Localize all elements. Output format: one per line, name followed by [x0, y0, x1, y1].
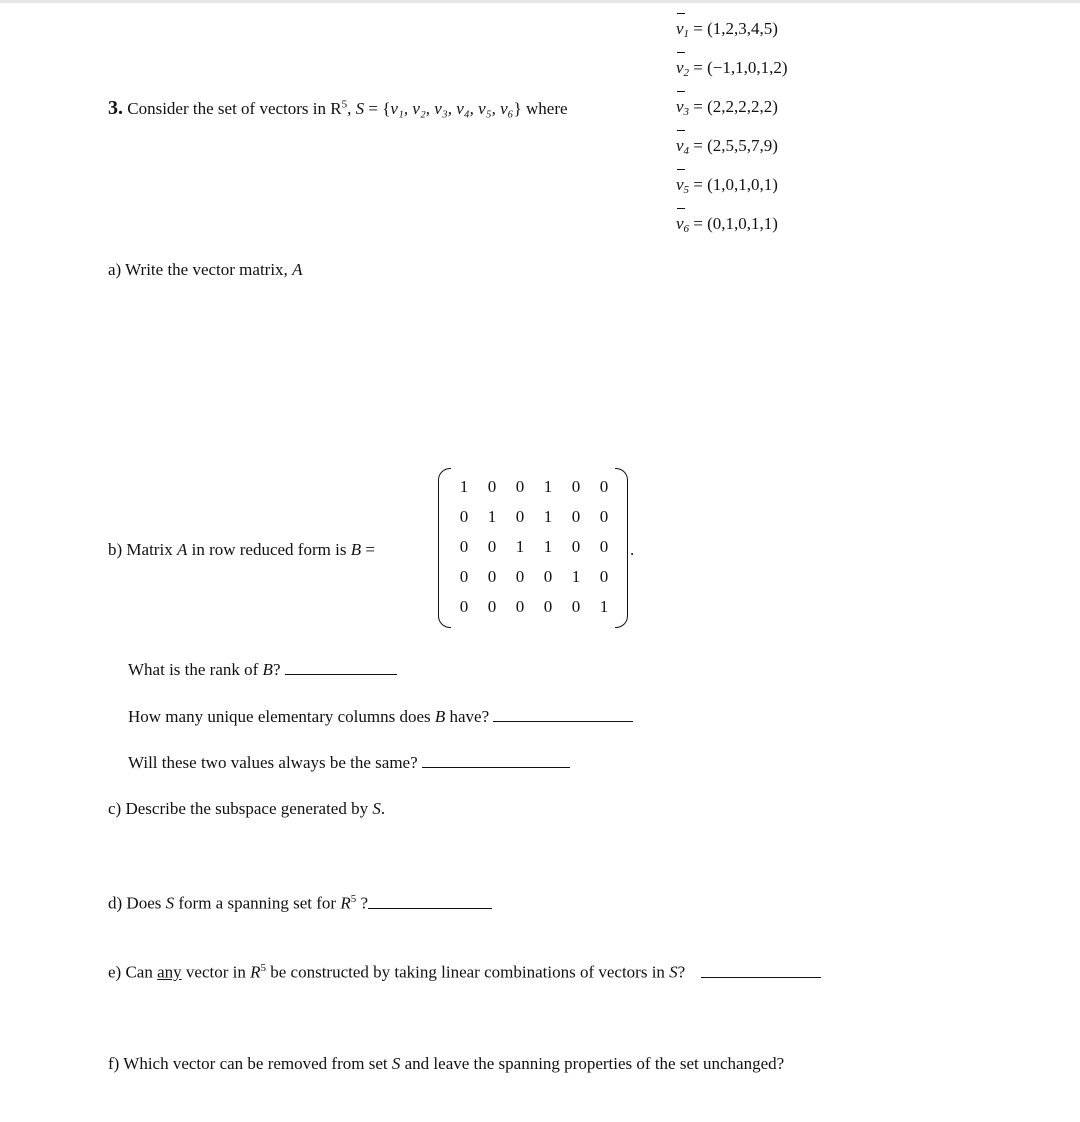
matrix-cell: 0 [599, 507, 609, 526]
matrix-cell: 1 [599, 597, 609, 616]
answer-blank-columns[interactable] [493, 720, 633, 722]
matrix-cell: 1 [487, 507, 497, 526]
part-a: a) Write the vector matrix, A [108, 260, 303, 279]
matrix-cell: 0 [571, 507, 581, 526]
question-rank: What is the rank of B? [128, 660, 397, 680]
matrix-row [450, 562, 618, 592]
vector-row [676, 12, 788, 51]
vector-value: = (1,2,3,4,5) [693, 19, 778, 38]
set-list: v₁, v₂, v₃, v₄, v₅, v₆ [390, 99, 514, 118]
matrix-cell: 0 [571, 477, 581, 496]
vector-value: = (1,0,1,0,1) [693, 175, 778, 194]
matrix-cell: 0 [515, 477, 525, 496]
matrix-row [450, 472, 618, 502]
question-elementary-columns: How many unique elementary columns does B have? [128, 707, 633, 727]
matrix-cell: 0 [515, 597, 525, 616]
matrix-cell: 0 [543, 597, 553, 616]
matrix-row [450, 532, 618, 562]
matrix-b [438, 468, 628, 628]
part-c: c) Describe the subspace generated by S. [108, 799, 386, 818]
top-border [0, 0, 1080, 3]
vector-row [676, 51, 788, 90]
part-e: e) Can any vector in $R^5$ be constructed by taking linear combinations of vectors in S? [108, 962, 821, 983]
matrix-cell: 1 [543, 537, 553, 556]
intro-suffix: where [526, 99, 568, 118]
matrix-cell: 0 [459, 597, 469, 616]
vector-row [676, 207, 788, 246]
vector-symbol: v5 [676, 168, 689, 207]
vector-row [676, 90, 788, 129]
question-number: 3. [108, 97, 123, 119]
matrix-cell: 0 [459, 567, 469, 586]
matrix-cell: 1 [543, 477, 553, 496]
answer-blank-combinations[interactable] [701, 976, 821, 978]
matrix-cell: 0 [487, 477, 497, 496]
vector-row [676, 168, 788, 207]
matrix-cell: 0 [599, 537, 609, 556]
part-b-statement: b) Matrix A in row reduced form is B = [108, 540, 375, 559]
vector-symbol: v4 [676, 129, 689, 168]
matrix-cell: 0 [459, 537, 469, 556]
vector-value: = (−1,1,0,1,2) [693, 58, 788, 77]
intro-text: Consider the set of vectors in R [127, 99, 342, 118]
matrix-cell: 1 [543, 507, 553, 526]
matrix-cell: 0 [571, 537, 581, 556]
matrix-period: . [630, 540, 635, 559]
matrix-grid [450, 472, 618, 622]
matrix-row [450, 502, 618, 532]
part-d: d) Does S form a spanning set for $R^5$ ? [108, 893, 492, 914]
answer-blank-spanning[interactable] [368, 907, 492, 909]
matrix-cell: 0 [487, 537, 497, 556]
answer-blank-rank[interactable] [285, 673, 397, 675]
vector-row [676, 129, 788, 168]
matrix-right-paren [615, 468, 628, 628]
vector-value: = (2,2,2,2,2) [693, 97, 778, 116]
matrix-cell: 0 [487, 597, 497, 616]
part-f: f) Which vector can be removed from set S and leave the spanning properties of the set unchanged? [108, 1054, 785, 1073]
vector-value: = (2,5,5,7,9) [693, 136, 778, 155]
vector-symbol: v2 [676, 51, 689, 90]
vector-definitions [676, 12, 788, 246]
matrix-cell: 0 [459, 507, 469, 526]
matrix-cell: 0 [543, 567, 553, 586]
vector-value: = (0,1,0,1,1) [693, 214, 778, 233]
question-same-values: Will these two values always be the same? [128, 753, 570, 773]
vector-symbol: v1 [676, 12, 689, 51]
matrix-cell: 1 [515, 537, 525, 556]
matrix-cell: 0 [571, 597, 581, 616]
matrix-cell: 0 [599, 567, 609, 586]
matrix-cell: 0 [515, 507, 525, 526]
matrix-cell: 1 [459, 477, 469, 496]
matrix-cell: 1 [571, 567, 581, 586]
matrix-cell: 0 [599, 477, 609, 496]
answer-blank-same[interactable] [422, 766, 570, 768]
question-intro: 3. Consider the set of vectors in $R^5$, S = {v₁, v₂, v₃, v₄, v₅, v₆} where [108, 97, 568, 119]
vector-symbol: v6 [676, 207, 689, 246]
matrix-row [450, 592, 618, 622]
vector-symbol: v3 [676, 90, 689, 129]
matrix-cell: 0 [515, 567, 525, 586]
matrix-cell: 0 [487, 567, 497, 586]
